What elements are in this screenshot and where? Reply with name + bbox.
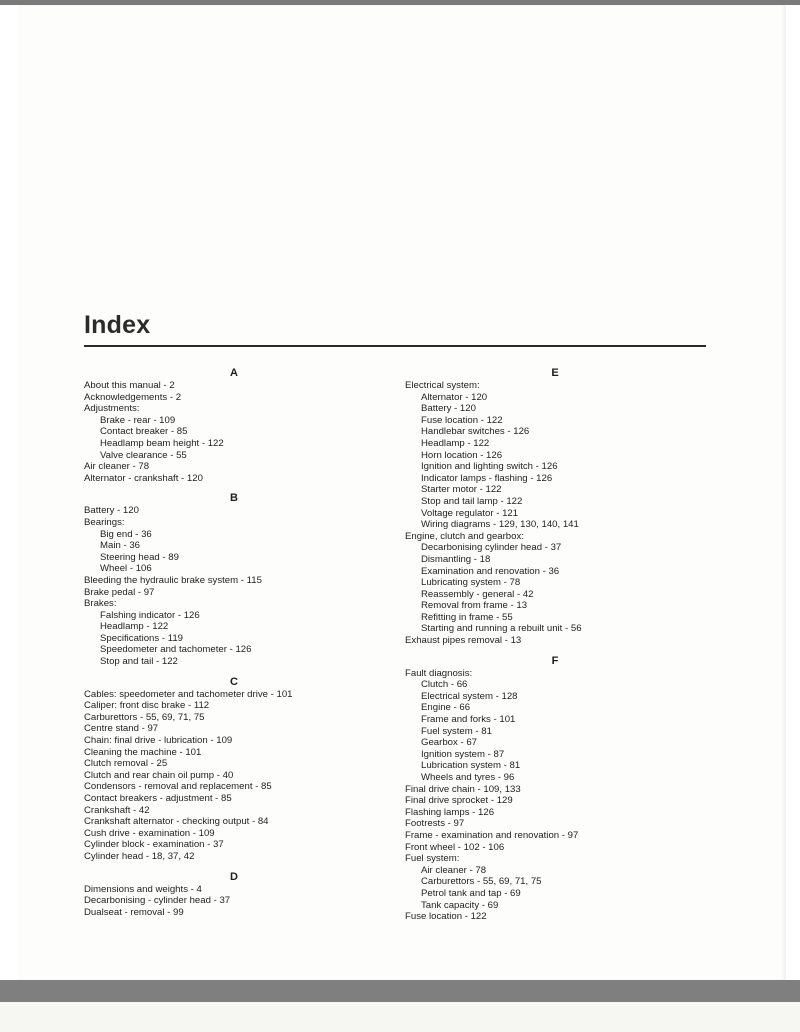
index-subentry: Wheel - 106 [100, 563, 152, 575]
index-section [84, 675, 384, 863]
index-subentry: Frame and forks - 101 [421, 714, 516, 726]
index-subentry: Stop and tail - 122 [100, 656, 178, 668]
index-subentry: Indicator lamps - flashing - 126 [421, 472, 553, 484]
next-page-edge [0, 1002, 800, 1032]
index-entry: Alternator - crankshaft - 120 [84, 472, 203, 484]
index-subentry: Gearbox - 67 [421, 737, 477, 749]
index-subentry: Tank capacity - 69 [421, 899, 499, 911]
index-subentry: Horn location - 126 [421, 449, 503, 461]
section-letter: B [230, 492, 238, 505]
index-subentry: Headlamp beam height - 122 [100, 437, 224, 449]
section-letter: C [230, 675, 238, 688]
page-separator [0, 980, 800, 1002]
index-subentry: Alternator - 120 [421, 391, 488, 403]
section-letter: D [230, 870, 238, 883]
index-subentry: Petrol tank and tap - 69 [421, 887, 521, 899]
index-subentry: Stop and tail lamp - 122 [421, 495, 523, 507]
index-entry: Chain: final drive - lubrication - 109 [84, 735, 233, 747]
index-subentry: Dismantling - 18 [421, 553, 491, 565]
index-entry: Cleaning the machine - 101 [84, 746, 202, 758]
index-subentry: Refitting in frame - 55 [421, 611, 513, 623]
index-entry: Contact breakers - adjustment - 85 [84, 793, 232, 804]
index-entry: Clutch and rear chain oil pump - 40 [84, 769, 234, 781]
index-subentry: Reassembly - general - 42 [421, 588, 534, 600]
index-entry: Exhaust pipes removal - 13 [405, 635, 522, 647]
index-entry: Crankshaft - 42 [84, 804, 150, 816]
index-entry: Air cleaner - 78 [84, 461, 150, 473]
index-entry: Fault diagnosis: [405, 667, 473, 679]
index-entry: Cylinder head - 18, 37, 42 [84, 850, 195, 862]
index-entry: Flashing lamps - 126 [405, 806, 495, 818]
index-subentry: Removal from frame - 13 [421, 600, 528, 612]
index-subentry: Valve clearance - 55 [100, 449, 187, 461]
index-entry: Engine, clutch and gearbox: [405, 530, 524, 542]
index-subentry: Ignition system - 87 [421, 748, 505, 760]
index-subentry: Carburettors - 55, 69, 71, 75 [421, 876, 542, 888]
page-title: Index [84, 311, 151, 339]
index-column-right [405, 366, 705, 923]
index-entry: Decarbonising - cylinder head - 37 [84, 895, 231, 907]
index-entry: Frame - examination and renovation - 97 [405, 829, 579, 841]
index-subentry: Examination and renovation - 36 [421, 565, 560, 577]
index-subentry: Air cleaner - 78 [421, 864, 487, 876]
index-entry: Brake pedal - 97 [84, 586, 155, 598]
index-entry: Fuse location - 122 [405, 911, 487, 923]
index-subentry: Electrical system - 128 [421, 690, 518, 702]
index-entry: Front wheel - 102 - 106 [405, 841, 505, 853]
index-entry: Centre stand - 97 [84, 723, 159, 735]
index-subentry: Contact breaker - 85 [100, 426, 188, 438]
index-entry: About this manual - 2 [84, 380, 175, 391]
index-entry: Caliper: front disc brake - 112 [84, 700, 210, 712]
index-entry: Bearings: [84, 516, 125, 528]
section-letter: A [230, 367, 238, 379]
index-subentry: Ignition and lighting switch - 126 [421, 461, 558, 473]
index-section [84, 491, 384, 667]
index-subentry: Headlamp - 122 [421, 437, 490, 449]
index-subentry: Battery - 120 [421, 403, 476, 415]
index-entry: Cush drive - examination - 109 [84, 827, 215, 839]
index-subentry: Headlamp - 122 [100, 621, 169, 633]
index-entry: Clutch removal - 25 [84, 758, 168, 770]
index-entry: Final drive chain - 109, 133 [405, 783, 521, 795]
index-entry: Acknowledgements - 2 [84, 391, 182, 403]
index-entry: Final drive sprocket - 129 [405, 795, 513, 807]
index-entry: Crankshaft alternator - checking output - 84 [84, 816, 269, 828]
index-subentry: Engine - 66 [421, 702, 471, 714]
index-subentry: Wheels and tyres - 96 [421, 772, 515, 783]
index-subentry: Steering head - 89 [100, 551, 179, 563]
index-subentry: Brake - rear - 109 [100, 414, 176, 426]
section-letter: E [551, 367, 559, 379]
index-entry: Brakes: [84, 598, 117, 610]
index-subentry: Lubricating system - 78 [421, 577, 521, 589]
index-subentry: Speedometer and tachometer - 126 [100, 644, 252, 656]
index-entry: Electrical system: [405, 380, 480, 391]
index-section [405, 366, 705, 647]
index-column-left [84, 366, 384, 918]
index-subentry: Falshing indicator - 126 [100, 609, 200, 621]
index-subentry: Clutch - 66 [421, 679, 468, 691]
index-subentry: Handlebar switches - 126 [421, 426, 530, 438]
index-subentry: Big end - 36 [100, 528, 152, 540]
index-entry: Bleeding the hydraulic brake system - 115 [84, 574, 262, 586]
index-subentry: Voltage regulator - 121 [421, 507, 519, 519]
index-entry: Dualseat - removal - 99 [84, 906, 184, 918]
index-subentry: Starter motor - 122 [421, 484, 502, 496]
index-subentry: Specifications - 119 [100, 632, 184, 644]
index-entry: Cables: speedometer and tachometer drive - 101 [84, 688, 293, 700]
index-entry: Dimensions and weights - 4 [84, 883, 202, 895]
title-rule [84, 345, 706, 347]
index-entry: Carburettors - 55, 69, 71, 75 [84, 711, 205, 723]
index-subentry: Fuel system - 81 [421, 725, 492, 737]
index-subentry: Main - 36 [100, 540, 140, 552]
index-subentry: Fuse location - 122 [421, 414, 503, 426]
index-subentry: Starting and running a rebuilt unit - 56 [421, 623, 582, 635]
index-entry: Cylinder block - examination - 37 [84, 839, 224, 851]
index-section [405, 654, 705, 923]
index-entry: Footrests - 97 [405, 818, 465, 830]
index-entry: Fuel system: [405, 853, 460, 865]
index-section [84, 366, 384, 484]
index-subentry: Decarbonising cylinder head - 37 [421, 542, 562, 554]
index-entry: Adjustments: [84, 403, 140, 415]
index-subentry: Lubrication system - 81 [421, 760, 521, 772]
index-section [84, 870, 384, 919]
index-entry: Condensors - removal and replacement - 85 [84, 781, 272, 793]
section-letter: F [551, 654, 559, 667]
index-subentry: Wiring diagrams - 129, 130, 140, 141 [421, 519, 579, 531]
index-entry: Battery - 120 [84, 505, 139, 517]
